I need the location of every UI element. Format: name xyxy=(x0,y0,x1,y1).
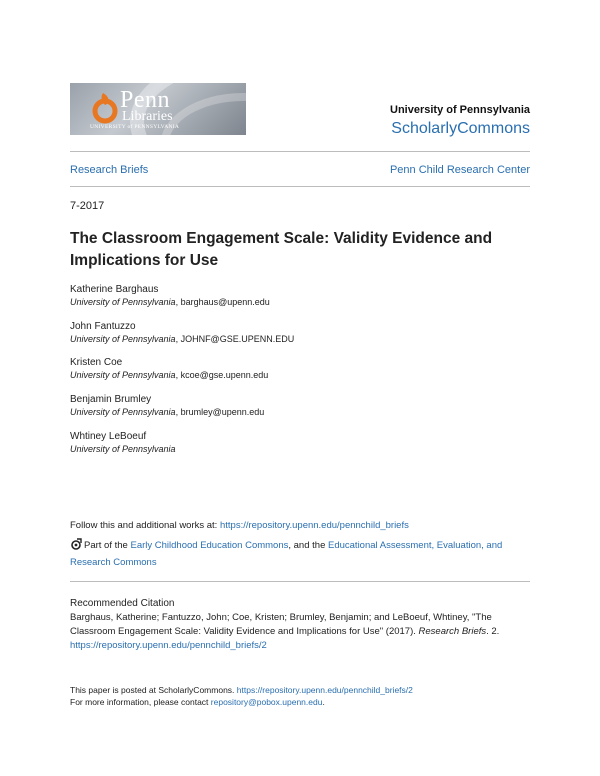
penn-libraries-logo[interactable] xyxy=(70,83,246,135)
logo-penn-text: Penn xyxy=(120,87,170,113)
author-affiliation: University of Pennsylvania, kcoe@gse.upenn.edu xyxy=(70,370,269,380)
publication-date: 7-2017 xyxy=(70,200,105,212)
citation-link[interactable]: https://repository.upenn.edu/pennchild_briefs/2 xyxy=(70,640,267,651)
penn-child-research-center-link[interactable]: Penn Child Research Center xyxy=(389,164,530,176)
paper-title: The Classroom Engagement Scale: Validity Evidence and Implications for Use xyxy=(70,230,493,269)
author-name: Katherine Barghaus xyxy=(70,284,159,295)
author-affiliation: University of Pennsylvania xyxy=(70,444,176,454)
recommended-citation-text: Barghaus, Katherine; Fantuzzo, John; Coe, Kristen; Brumley, Benjamin; and LeBoeuf, Whtiney, "The Classroom Engagement Scale: Validity Evidence and Implications for Use" (2017). Research Briefs. 2. https://repository.upenn.edu/pennchild_briefs/2 xyxy=(70,612,500,651)
early-childhood-education-commons-link[interactable]: Early Childhood Education Commons xyxy=(130,540,289,551)
author-affiliation: University of Pennsylvania, brumley@upenn.edu xyxy=(70,407,265,417)
research-briefs-link[interactable]: Research Briefs xyxy=(70,164,149,176)
logo-libraries-text: Libraries xyxy=(122,109,173,124)
author-name: Kristen Coe xyxy=(70,357,123,368)
author-affiliation: University of Pennsylvania, JOHNF@GSE.UPENN.EDU xyxy=(70,334,295,344)
author-name: John Fantuzzo xyxy=(70,321,136,332)
university-name: University of Pennsylvania xyxy=(390,104,530,116)
penn-shield-icon xyxy=(92,91,118,125)
collection-link[interactable]: https://repository.upenn.edu/pennchild_briefs xyxy=(219,520,409,531)
nav-divider xyxy=(70,186,530,187)
network-commons-icon xyxy=(70,538,82,550)
scholarlycommons-link[interactable]: ScholarlyCommons xyxy=(391,120,530,137)
educational-assessment-commons-link[interactable]: Educational Assessment, Evaluation, and Research Commons xyxy=(70,540,503,568)
author-name: Benjamin Brumley xyxy=(70,394,152,405)
logo-university-text: UNIVERSITY of PENNSYLVANIA xyxy=(90,124,180,130)
posted-notice: This paper is posted at ScholarlyCommons. https://repository.upenn.edu/pennchild_briefs/2 For more information, please contact repository@pobox.upenn.edu. xyxy=(70,685,413,707)
author-name: Whtiney LeBoeuf xyxy=(70,431,147,442)
part-of-line: Part of the Early Childhood Education Commons, and the Educational Assessment, Evaluation, and Research Commons xyxy=(70,540,503,568)
follow-line: Follow this and additional works at: https://repository.upenn.edu/pennchild_briefs xyxy=(70,520,409,531)
header-divider xyxy=(70,151,530,152)
recommended-citation-heading: Recommended Citation xyxy=(70,598,175,609)
author-affiliation: University of Pennsylvania, barghaus@upenn.edu xyxy=(70,297,270,307)
posted-paper-link[interactable]: https://repository.upenn.edu/pennchild_briefs/2 xyxy=(236,685,413,695)
contact-email-link[interactable]: repository@pobox.upenn.edu xyxy=(210,697,323,707)
citation-divider xyxy=(70,581,530,582)
